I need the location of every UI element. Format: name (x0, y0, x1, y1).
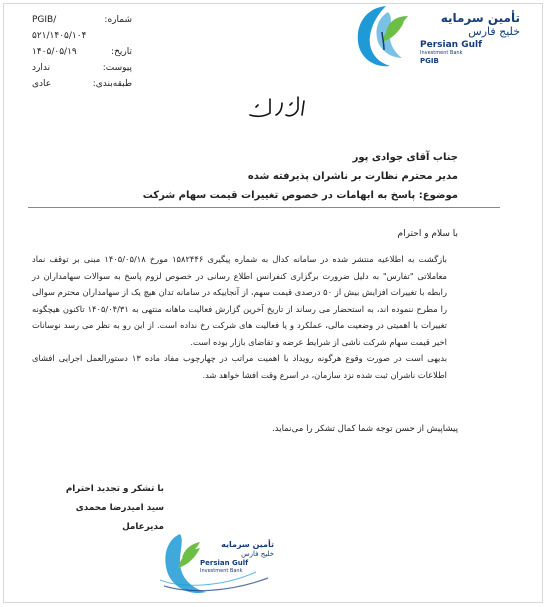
logo-abbr: PGIB (420, 57, 439, 65)
company-logo (350, 2, 530, 74)
letter-number: PGIB/۵۲۱/۱۴۰۵/۱۰۴ (32, 15, 87, 41)
closing-line: پیشاپیش از حسن توجه شما کمال تشکر را می‌نماید. (271, 424, 458, 434)
logo-name-en: Persian Gulf (420, 40, 482, 50)
letter-date-label: تاریخ: (111, 47, 132, 57)
letter-classification: عادی (32, 79, 52, 89)
signature-regards: با تشکر و تجدید احترام (65, 484, 164, 494)
signatory-name: سید امیدرضا محمدی (75, 503, 164, 513)
seal-name-en2: Investment Bank (200, 568, 243, 574)
body-paragraph-2: بدیهی است در صورت وقوع هرگونه رویداد با اهمیت مراتب در چهارچوب مفاد ماده ۱۳ دستورالعمل اجرایی افشای اطلاعات ناشران ثبت شده نزد سازمان، در اسرع وقت افشا خواهد شد. (32, 353, 447, 380)
meta-number-row (32, 12, 132, 44)
greeting: با سلام و احترام (397, 229, 458, 239)
basmala-calligraphy (246, 93, 310, 123)
letter-number-label: شماره: (104, 15, 132, 25)
seal-wordmark (200, 540, 274, 575)
recipient-block (248, 148, 458, 186)
body-paragraph-1: بازگشت به اطلاعیه منتشر شده در سامانه کدال به شماره پیگیری ۱۵۸۲۴۴۶ مورخ ۱۴۰۵/۰۵/۱۸ مبنی بر توقف نماد معاملاتی "تفارس" به دلیل ضرورت برگزاری کنفرانس اطلاع رسانی در خصوص لزوم پاسخ به سوالات سهامداران در رابطه با تغییرات افزایش بیش از ۵۰ درصدی قیمت سهم، از آنجاییکه در سامانه تدان هیچ یک از سهامداران محترم سوالی را مطرح ننموده اند، به استحضار می رساند از تاریخ آخرین گزارش فعالیت ماهانه منتهی به ۱۴۰۵/۰۴/۳۱ تاکنون هیچگونه تغییرات با اهمیتی در وضعیت مالی، عملکرد و یا فعالیت های شرکت رخ نداده است. از این رو به نظر می رسد نوسانات اخیر قیمت سهام شرکت ناشی از شرایط عرضه و تقاضای بازار بوده است. (32, 254, 447, 347)
signature-block (66, 480, 164, 537)
letter-meta (32, 12, 132, 92)
logo-wordmark (420, 12, 520, 66)
logo-name-fa: تأمین سرمایه (440, 11, 520, 25)
letter-classification-label: طبقه‌بندی: (92, 79, 132, 89)
meta-classification-row (32, 76, 132, 92)
signatory-role: مدیرعامل (122, 522, 164, 532)
meta-date-row (32, 44, 132, 60)
meta-attachment-row (32, 60, 132, 76)
seal-name-en: Persian Gulf (200, 559, 249, 567)
letter-subject: موضوع: پاسخ به ابهامات در خصوص تغییرات قیمت سهام شرکت (142, 190, 458, 201)
subject-divider (28, 207, 500, 208)
logo-name-en2: Investment Bank (420, 50, 463, 56)
seal-name-fa2: خلیج فارس (241, 550, 274, 558)
letter-date: ۱۴۰۵/۰۵/۱۹ (32, 47, 77, 57)
recipient-title: مدیر محترم نظارت بر ناشران پذیرفته شده (247, 171, 458, 182)
seal-name-fa: تأمین سرمایه (221, 540, 274, 549)
letter-attachment: ندارد (32, 63, 51, 73)
logo-name-fa2: خلیج فارس (468, 25, 520, 38)
recipient-name: جناب آقای جوادی پور (352, 152, 458, 163)
letter-attachment-label: پیوست: (102, 63, 132, 73)
logo-mark-icon (352, 2, 420, 70)
